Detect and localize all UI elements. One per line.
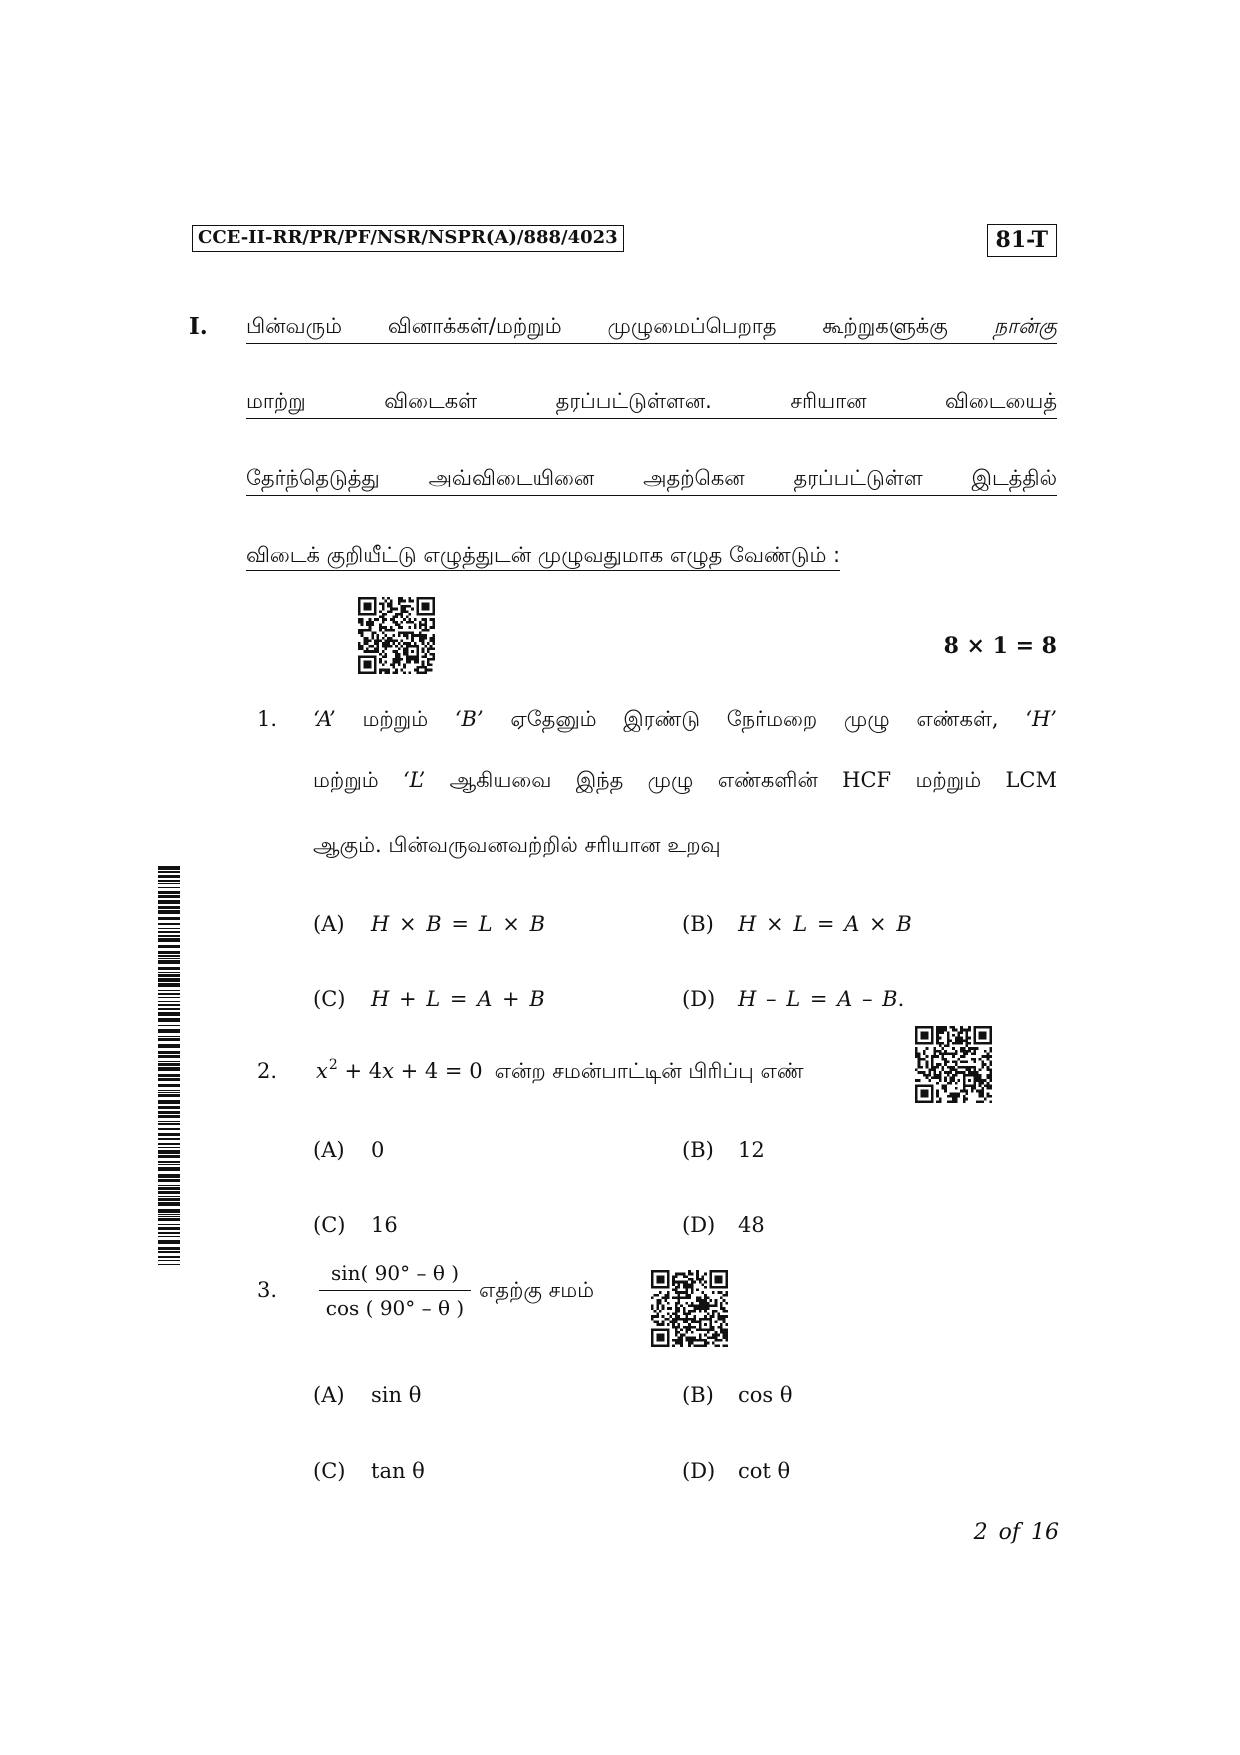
q1-option-b-text: H × L = A × B [738, 912, 912, 936]
question-text: மற்றும் [313, 768, 379, 792]
variable-a: ‘A’ [313, 707, 336, 731]
question-text: என்ற சமன்பாட்டின் பிரிப்பு எண் [494, 1059, 804, 1083]
instruction-line-4 [246, 540, 1057, 573]
question-text: மற்றும் [362, 707, 429, 731]
question-3-fraction [319, 1256, 471, 1325]
q2-option-d-label: (D) [682, 1213, 716, 1237]
variable-b: ‘B’ [454, 707, 484, 731]
instruction-line-2: மாற்று விடைகள் தரப்பட்டுள்ளன. சரியான விடையைத் [246, 386, 1057, 419]
instruction-text: பின்வரும் வினாக்கள்/மற்றும் முழுமைப்பெறாத கூற்றுகளுக்கு [246, 314, 948, 338]
question-1-number: 1. [257, 707, 278, 731]
q1-option-a-label: (A) [313, 912, 345, 936]
question-2-number: 2. [257, 1059, 278, 1083]
qr-modules [915, 1026, 992, 1103]
q3-option-c-label: (C) [313, 1459, 346, 1483]
question-3-number: 3. [257, 1278, 278, 1302]
q3-option-a-text: sin θ [371, 1383, 422, 1407]
q2-option-a-text: 0 [371, 1138, 385, 1162]
question-text: ஏதேனும் இரண்டு நேர்மறை முழு எண்கள், [510, 707, 999, 731]
equation-variable: x [316, 1059, 328, 1083]
q2-option-a-label: (A) [313, 1138, 345, 1162]
variable-l: ‘L’ [403, 768, 426, 792]
q3-option-d-text: cot θ [738, 1459, 791, 1483]
question-1-line-2 [313, 765, 1057, 795]
question-2-qr-code [915, 1026, 992, 1103]
q1-option-c-text: H + L = A + B [371, 987, 545, 1011]
q1-option-c-label: (C) [313, 987, 346, 1011]
fraction-numerator: sin( 90° – θ ) [319, 1256, 471, 1291]
q2-option-d-text: 48 [738, 1213, 765, 1237]
q1-option-d-text: H – L = A – B. [738, 987, 905, 1011]
q2-option-b-label: (B) [682, 1138, 714, 1162]
equation-term: + 4 [344, 1059, 383, 1083]
q1-option-a-text: H × B = L × B [371, 912, 546, 936]
q3-option-a-label: (A) [313, 1383, 345, 1407]
section-marks: 8 × 1 = 8 [943, 633, 1057, 659]
barcode-image [158, 866, 180, 1265]
instruction-line-3: தேர்ந்தெடுத்து அவ்விடையினை அதற்கென தரப்பட்டுள்ள இடத்தில் [246, 463, 1057, 496]
variable-h: ‘H’ [1025, 707, 1057, 731]
instruction-emphasis: நான்கு [993, 314, 1057, 338]
section-qr-code [358, 597, 435, 674]
barcode-bars [158, 866, 180, 1265]
question-2-stem [316, 1057, 804, 1085]
equation-exponent: 2 [328, 1057, 338, 1073]
section-number: I. [189, 313, 208, 340]
q2-option-c-label: (C) [313, 1213, 346, 1237]
qr-modules [358, 597, 435, 674]
question-1-line-3: ஆகும். பின்வருவனவற்றில் சரியான உறவு [313, 833, 721, 857]
q3-option-c-text: tan θ [371, 1459, 425, 1483]
question-text: ஆகியவை இந்த முழு எண்களின் HCF மற்றும் LCM [449, 768, 1057, 792]
question-1-line-1 [313, 704, 1057, 734]
q1-option-d-label: (D) [682, 987, 716, 1011]
exam-code-label: CCE-II-RR/PR/PF/NSR/NSPR(A)/888/4023 [192, 225, 624, 252]
q2-option-c-text: 16 [371, 1213, 398, 1237]
question-3-qr-code [651, 1270, 728, 1347]
q3-option-b-text: cos θ [738, 1383, 793, 1407]
page-number: 2 of 16 [973, 1520, 1059, 1545]
instruction-line-1 [246, 311, 1057, 344]
qr-modules [651, 1270, 728, 1347]
equation-term: + 4 = 0 [400, 1059, 483, 1083]
fraction-denominator: cos ( 90° – θ ) [325, 1296, 465, 1320]
subject-code-label: 81-T [987, 224, 1057, 257]
equation-variable: x [382, 1059, 394, 1083]
instruction-text: விடைக் குறியீட்டு எழுத்துடன் முழுவதுமாக எழுத வேண்டும் : [246, 540, 840, 571]
q3-option-d-label: (D) [682, 1459, 716, 1483]
q1-option-b-label: (B) [682, 912, 714, 936]
question-3-text: எதற்கு சமம் [479, 1278, 594, 1302]
q3-option-b-label: (B) [682, 1383, 714, 1407]
q2-option-b-text: 12 [738, 1138, 765, 1162]
